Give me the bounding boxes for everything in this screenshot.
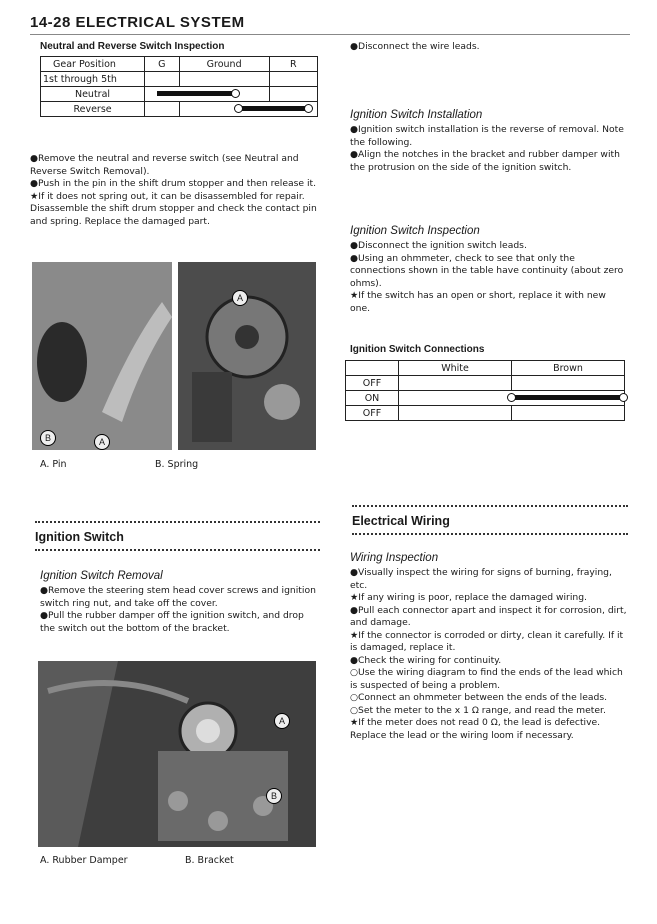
paragraph: ●Using an ohmmeter, check to see that only the connections shown in the table have continuity (about zero ohms). — [350, 252, 624, 289]
neutral-reverse-table — [40, 56, 318, 117]
callout-label: A — [94, 434, 110, 450]
table-cell: Reverse — [41, 102, 145, 117]
section-divider — [35, 549, 320, 551]
paragraph: ●Push in the pin in the shift drum stopper and then release it. — [30, 178, 317, 189]
table-cell: ON — [346, 391, 399, 406]
paragraph: ○Set the meter to the x 1 Ω range, and read the meter. — [350, 704, 606, 716]
table-header: G — [145, 57, 180, 72]
table-row — [41, 87, 318, 102]
callout-label: B — [40, 430, 56, 446]
page-header: 14-28 ELECTRICAL SYSTEM — [30, 14, 245, 31]
paragraph: ★If the connector is corroded or dirty, clean it carefully. If it is damaged, replace it. — [350, 629, 624, 653]
paragraph: ●Pull each connector apart and inspect it for corrosion, dirt, and damage. — [350, 604, 627, 628]
wiring-steps — [350, 567, 628, 742]
paragraph: ●Check the wiring for continuity. — [350, 654, 502, 666]
caption: A. Pin — [40, 459, 67, 470]
caption: A. Rubber Damper — [40, 855, 128, 866]
paragraph: ●Remove the steering stem head cover screws and ignition switch ring nut, and take off the cover. — [40, 585, 316, 609]
paragraph: ●Remove the neutral and reverse switch (see Neutral and Reverse Switch Removal). — [30, 153, 299, 177]
ignition-connections-table — [345, 360, 625, 421]
wiring-inspection-title: Wiring Inspection — [350, 552, 439, 564]
table-header: Brown — [512, 361, 625, 376]
installation-title: Ignition Switch Installation — [350, 109, 483, 121]
reverse-continuity-connector — [180, 102, 317, 116]
table-cell: 1st through 5th — [41, 72, 145, 87]
section-divider — [352, 533, 628, 535]
ignition-switch-heading: Ignition Switch — [35, 530, 124, 544]
on-continuity-connector — [399, 391, 624, 405]
paragraph: ★If any wiring is poor, replace the damaged wiring. — [350, 592, 587, 603]
paragraph: ★If it does not spring out, it can be disassembled for repair. Disassemble the shift drum stopper and check the contact pin and spring. Replace the damaged part. — [30, 190, 317, 227]
caption: B. Bracket — [185, 855, 234, 866]
table-header: Gear Position — [41, 57, 145, 72]
paragraph: ●Visually inspect the wiring for signs of burning, fraying, etc. — [350, 567, 612, 591]
inspection-title: Ignition Switch Inspection — [350, 225, 480, 237]
table-row — [41, 102, 318, 117]
paragraph: ●Align the notches in the bracket and rubber damper with the protrusion on the side of the ignition switch. — [350, 149, 620, 173]
paragraph: ○Connect an ohmmeter between the ends of the leads. — [350, 692, 608, 703]
table-cell: Neutral — [41, 87, 145, 102]
paragraph: ○Use the wiring diagram to find the ends of the lead which is suspected of being a problem. — [350, 667, 623, 691]
paragraph: ●Disconnect the wire leads. — [350, 41, 480, 52]
electrical-wiring-heading: Electrical Wiring — [352, 514, 450, 528]
neutral-reverse-heading: Neutral and Reverse Switch Inspection — [40, 41, 225, 52]
paragraph: ★If the switch has an open or short, replace it with new one. — [350, 290, 606, 314]
paragraph: ●Pull the rubber damper off the ignition switch, and drop the switch out the bottom of the bracket. — [40, 610, 304, 634]
ignition-switch-photo — [38, 661, 316, 847]
section-divider — [352, 505, 628, 507]
table-cell: OFF — [346, 376, 399, 391]
table-header — [346, 361, 399, 376]
header-rule — [30, 34, 630, 35]
section-divider — [35, 521, 320, 523]
callout-label: B — [266, 788, 282, 804]
removal-title: Ignition Switch Removal — [40, 570, 163, 582]
shift-drum-stopper-photo — [32, 262, 316, 450]
table-row — [346, 376, 625, 391]
table-row — [346, 406, 625, 421]
table-header: White — [399, 361, 512, 376]
connections-heading: Ignition Switch Connections — [350, 344, 485, 355]
table-row — [41, 72, 318, 87]
callout-label: A — [274, 713, 290, 729]
paragraph: ★If the meter does not read 0 Ω, the lead is defective. Replace the lead or the wiring loom if necessary. — [350, 717, 601, 741]
caption: B. Spring — [155, 459, 199, 470]
table-header: Ground — [179, 57, 269, 72]
paragraph: ●Ignition switch installation is the reverse of removal. Note the following. — [350, 124, 624, 148]
table-row — [346, 391, 625, 406]
neutral-continuity-connector — [145, 87, 269, 101]
callout-label: A — [232, 290, 248, 306]
paragraph: ●Disconnect the ignition switch leads. — [350, 240, 527, 251]
table-header: R — [269, 57, 317, 72]
table-cell: OFF — [346, 406, 399, 421]
